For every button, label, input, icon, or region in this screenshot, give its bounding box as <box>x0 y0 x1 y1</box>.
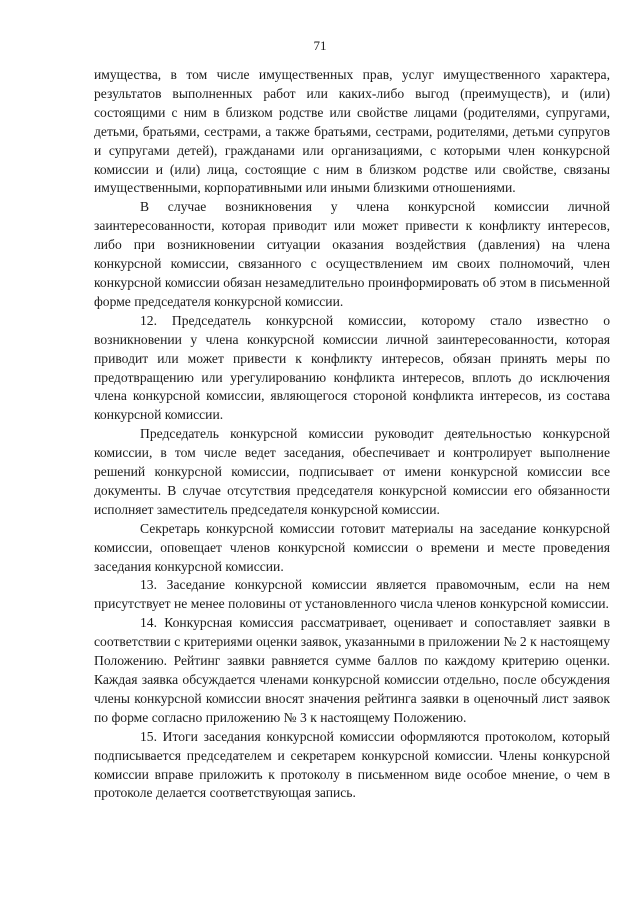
paragraph-15-protocol: 15. Итоги заседания конкурсной комиссии оформляются протоколом, который подписывается председателем и секретарем конкурсной комиссии. Члены конкурсной комиссии вправе приложить к протоколу в письменном виде особое мнение, о чем в протоколе делается соответствующая запись. <box>94 728 610 801</box>
document-body <box>94 66 610 803</box>
paragraph-conflict-of-interest: В случае возникновения у члена конкурсной комиссии личной заинтересованности, которая приводит или может привести к конфликту интересов, либо при возникновении ситуации оказания воздействия (давления) на члена конкурсной комиссии, связанного с осуществлением им своих полномочий, член конкурсной комиссии обязан незамедлительно проинформировать об этом в письменной форме председателя конкурсной комиссии. <box>94 199 610 309</box>
paragraph-14-evaluation: 14. Конкурсная комиссия рассматривает, оценивает и сопоставляет заявки в соответствии с критериями оценки заявок, указанными в приложении № 2 к настоящему Положению. Рейтинг заявки равняется сумме баллов по каждому критерию оценки. Каждая заявка обсуждается членами конкурсной комиссии отдельно, после обсуждения члены конкурсной комиссии вносят значения рейтинга заявки в оценочный лист заявок по форме согласно приложению № 3 к настоящему Положению. <box>94 615 610 725</box>
paragraph-continuation: имущества, в том числе имущественных прав, услуг имущественного характера, результатов выполненных работ или каких-либо выгод (преимуществ), и (или) состоящими с ним в близком родстве или свойстве лицами (родителями, супругами, детьми, братьями, сестрами, а также братьями, сестрами, родителями, детьми супругов и супругами детей), гражданами или организациями, с которыми член конкурсной комиссии и (или) лица, состоящие с ним в близком родстве или свойстве, связаны имущественными, корпоративными или иными близкими отношениями. <box>94 67 610 196</box>
paragraph-secretary-duties: Секретарь конкурсной комиссии готовит материалы на заседание конкурсной комиссии, оповещает членов конкурсной комиссии о времени и месте проведения заседания конкурсной комиссии. <box>94 520 610 574</box>
paragraph-13-quorum: 13. Заседание конкурсной комиссии является правомочным, если на нем присутствует не менее половины от установленного числа членов конкурсной комиссии. <box>94 577 610 612</box>
paragraph-chairman-duties: Председатель конкурсной комиссии руководит деятельностью конкурсной комиссии, в том числе ведет заседания, обеспечивает и контролирует выполнение решений конкурсной комиссии, подписывает от имени конкурсной комиссии все документы. В случае отсутствия председателя конкурсной комиссии его обязанности исполняет заместитель председателя конкурсной комиссии. <box>94 426 610 517</box>
paragraph-12-chairman-measures: 12. Председатель конкурсной комиссии, которому стало известно о возникновении у члена конкурсной комиссии личной заинтересованности, которая приводит или может привести к конфликту интересов, обязан принять меры по предотвращению или урегулированию конфликта интересов, вплоть до исключения члена конкурсной комиссии, являющегося стороной конфликта интересов, из состава конкурсной комиссии. <box>94 312 610 423</box>
page-number: 71 <box>313 38 327 53</box>
